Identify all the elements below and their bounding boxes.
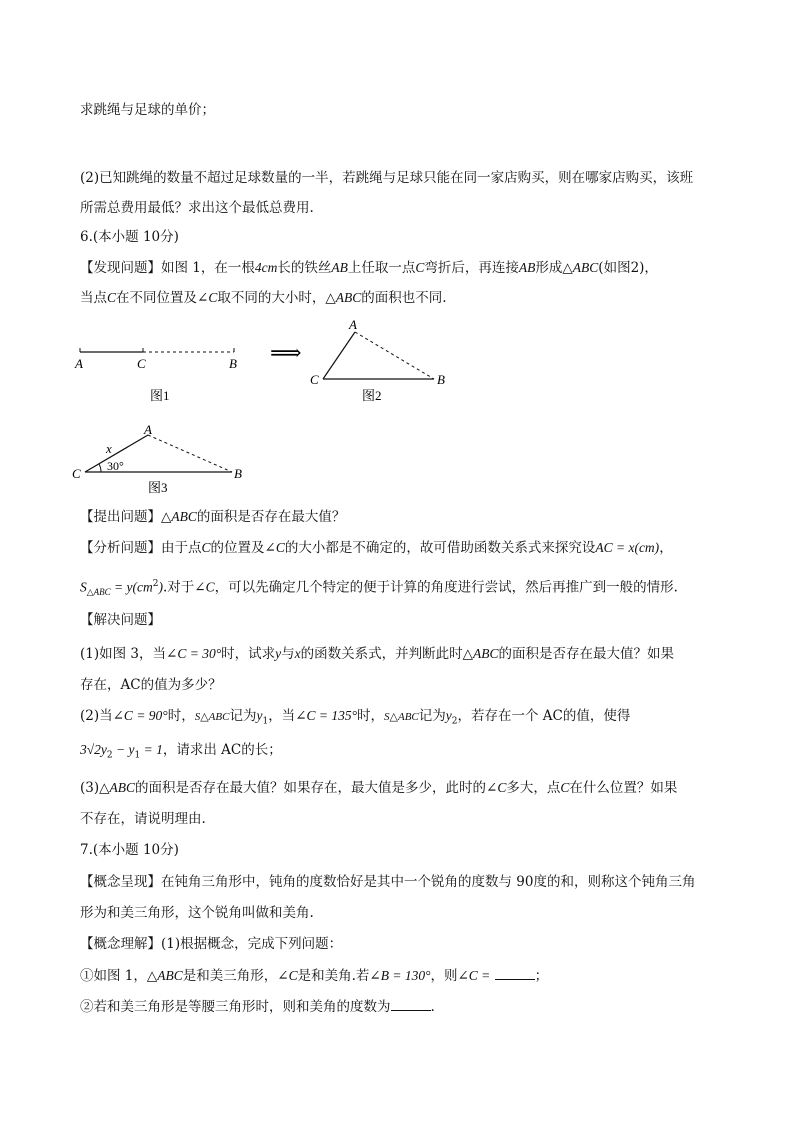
text-line: 【解决问题】 <box>80 612 161 628</box>
text-line: 当点C在不同位置及∠C取不同的大小时，△ABC的面积也不同. <box>80 290 447 306</box>
caption-fig1: 图1 <box>150 388 170 403</box>
text-line: (2)已知跳绳的数量不超过足球数量的一半，若跳绳与足球只能在同一家店购买，则在哪家店购买，该班 <box>80 170 694 186</box>
caption-fig2: 图2 <box>362 388 382 403</box>
text-line: (3)△ABC的面积是否存在最大值？如果存在，最大值是多少，此时的∠C多大，点C在什么位置？如果 <box>80 780 678 796</box>
text-line: 求跳绳与足球的单价； <box>80 102 215 118</box>
side-ab <box>355 332 434 379</box>
question-6-header: 6.(本小题 10分) <box>80 229 179 245</box>
text-line: 【概念呈现】在钝角三角形中，钝角的度数恰好是其中一个锐角的度数与 90度的和，则称这个钝角三角 <box>80 874 696 890</box>
label-angle: 30° <box>107 459 124 473</box>
text-line: 【提出问题】△ABC的面积是否存在最大值？ <box>80 509 346 525</box>
text-line: 不存在，请说明理由. <box>80 811 206 827</box>
side-ca <box>323 332 355 379</box>
label-b: B <box>234 466 242 481</box>
label-c: C <box>72 466 81 481</box>
answer-blank <box>495 967 535 980</box>
text-line: 【发现问题】如图 1，在一根4cm长的铁丝AB上任取一点C弯折后，再连接AB形成△ABC(如图2)， <box>80 260 658 276</box>
figure-3 <box>0 420 794 500</box>
text-line: (1)如图 3，当∠C = 30°时，试求y与x的函数关系式，并判断此时△ABC的面积是否存在最大值？如果 <box>80 646 674 662</box>
label-c: C <box>310 372 319 387</box>
caption-fig3: 图3 <box>148 480 168 495</box>
figure-1-2 <box>0 312 794 432</box>
label-a: A <box>75 356 83 371</box>
text-line: 【分析问题】由于点C的位置及∠C的大小都是不确定的，故可借助函数关系式来探究设AC = x(cm)， <box>80 540 673 556</box>
text-line: 存在，AC的值为多少？ <box>80 677 222 693</box>
text-line: 【概念理解】(1)根据概念，完成下列问题： <box>80 936 343 952</box>
text-line: ①如图 1，△ABC是和美三角形，∠C是和美角.若∠B = 130°，则∠C = ； <box>80 968 549 984</box>
text-line: 所需总费用最低？求出这个最低总费用. <box>80 200 314 216</box>
angle-arc <box>99 464 101 472</box>
arrow-icon: ⟹ <box>270 340 302 365</box>
text-line: $S_{\triangle ABC} = y(cm^2)$.对于∠C，可以先确定几个特定的便于计算的角度进行尝试，然后再推广到一般的情形. <box>80 579 678 598</box>
label-b: B <box>229 356 237 371</box>
label-x: x <box>106 441 112 456</box>
label-a: A <box>349 317 357 332</box>
text-line: 形为和美三角形，这个锐角叫做和美角. <box>80 905 314 921</box>
text-line: (2)当∠C = 90°时，S△ABC记为$y_1$，当∠C = 135°时，S△ABC记为$y_2$，若存在一个 AC的值，使得 <box>80 708 631 727</box>
text-line: ②若和美三角形是等腰三角形时，则和美角的度数为 . <box>80 999 435 1015</box>
label-c: C <box>137 356 146 371</box>
label-a: A <box>144 422 152 437</box>
side-ab <box>148 435 232 472</box>
answer-blank <box>391 998 431 1011</box>
text-line: $3√2y_2 - y_1 = 1$，请求出 AC的长； <box>80 742 282 761</box>
question-7-header: 7.(本小题 10分) <box>80 842 179 858</box>
label-b: B <box>437 372 445 387</box>
